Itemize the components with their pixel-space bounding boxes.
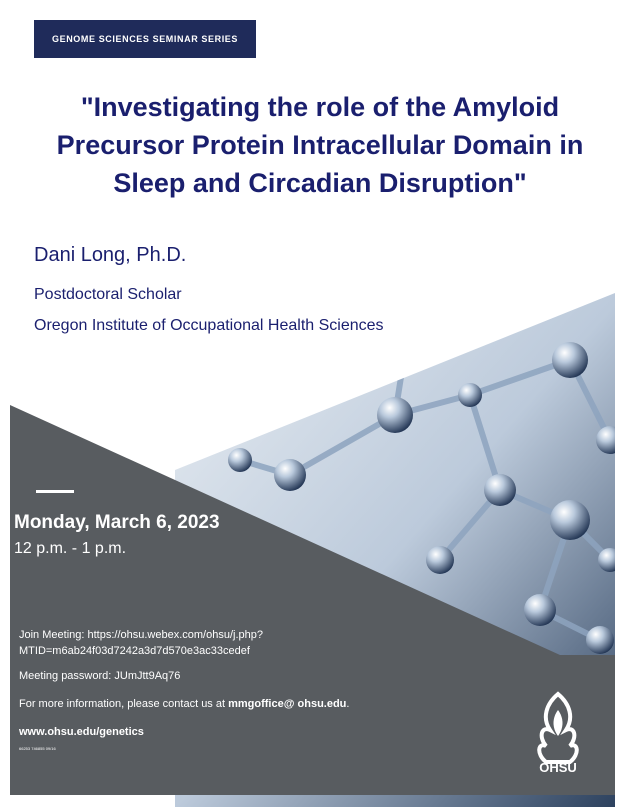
speaker-organization: Oregon Institute of Occupational Health Sciences xyxy=(34,317,384,334)
event-time: 12 p.m. - 1 p.m. xyxy=(14,540,127,557)
print-code: 66253 746855 09/16 xyxy=(19,746,56,751)
meeting-password: Meeting password: JUmJtt9Aq76 xyxy=(19,670,181,682)
event-date: Monday, March 6, 2023 xyxy=(14,512,220,533)
speaker-position: Postdoctoral Scholar xyxy=(34,286,182,303)
contact-email-link[interactable]: mmgoffice@ ohsu.edu xyxy=(228,698,347,710)
talk-title: "Investigating the role of the Amyloid Precursor Protein Intracellular Domain in Sleep and Circadian Disruption" xyxy=(56,92,584,198)
series-badge: GENOME SCIENCES SEMINAR SERIES xyxy=(35,21,255,57)
join-meeting-link[interactable]: Join Meeting: https://ohsu.webex.com/ohsu/j.php?MTID=m6ab24f03d7242a3d7d570e3ac33cedef xyxy=(19,629,263,657)
ohsu-logo-text: OHSU xyxy=(539,760,577,775)
contact-prefix: For more information, please contact us at xyxy=(19,698,229,710)
website-link[interactable]: www.ohsu.edu/genetics xyxy=(19,726,144,738)
date-divider xyxy=(36,490,74,493)
contact-suffix: . xyxy=(346,698,350,710)
speaker-name: Dani Long, Ph.D. xyxy=(34,244,187,266)
contact-line xyxy=(19,696,349,712)
